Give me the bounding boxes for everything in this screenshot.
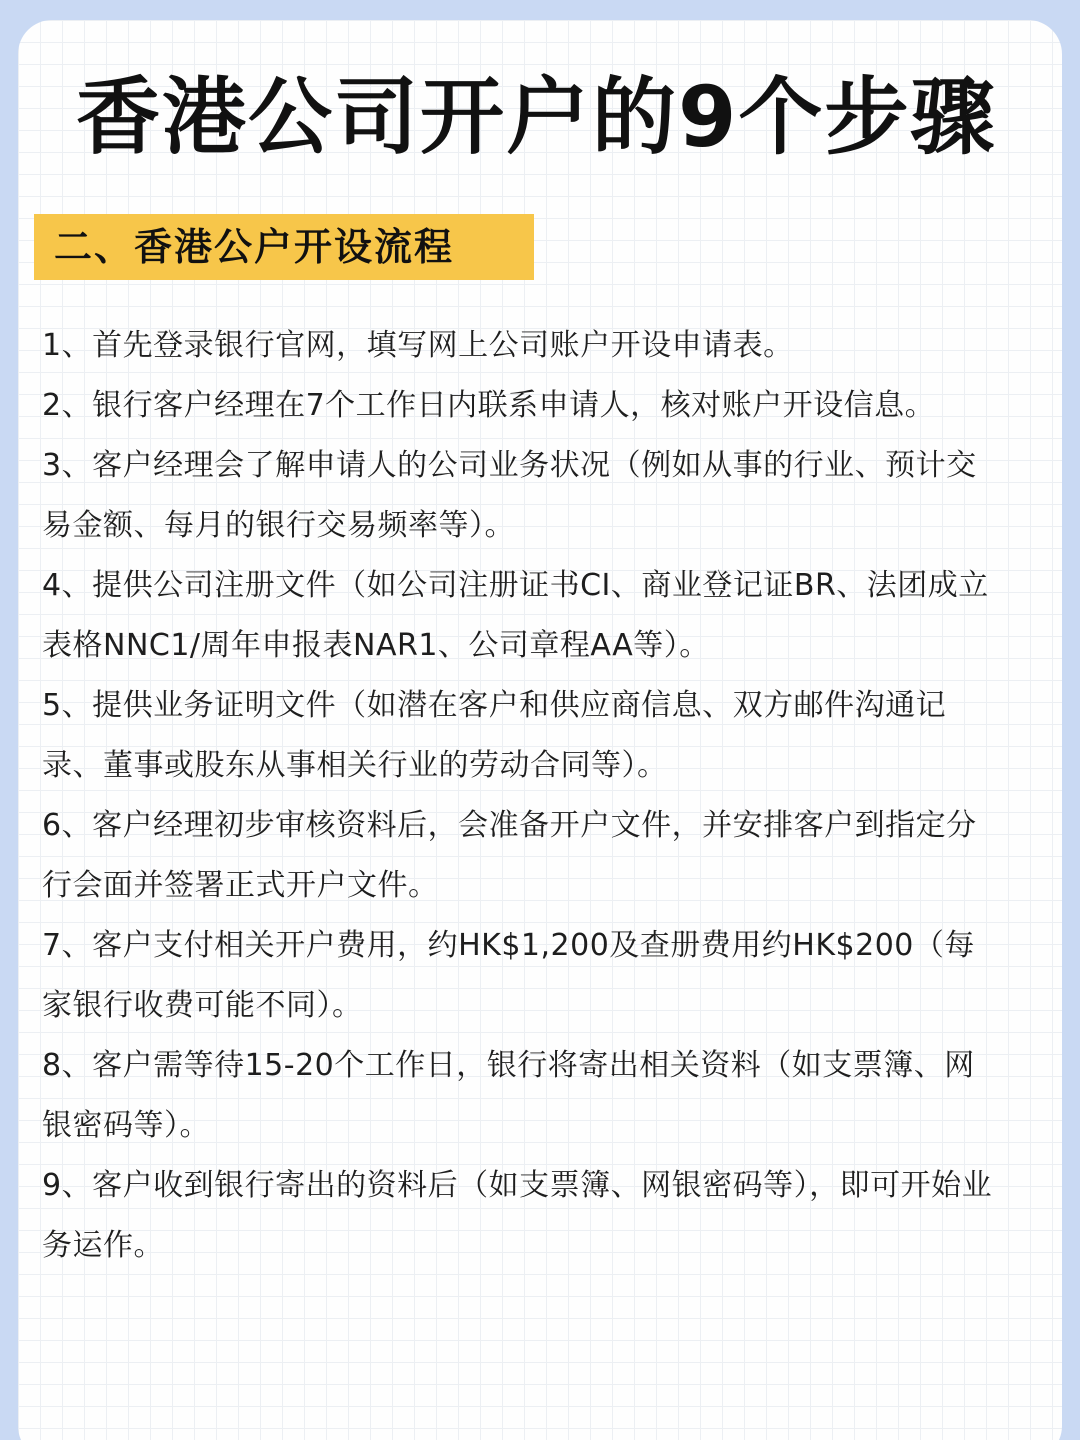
page-title: 香港公司开户的9个步骤 [76, 68, 997, 166]
section-heading-banner [34, 214, 534, 280]
steps-list [42, 316, 1002, 1276]
step-item: 1、首先登录银行官网，填写网上公司账户开设申请表。 [42, 328, 794, 363]
document-card [18, 20, 1062, 1440]
step-item: 7、客户支付相关开户费用，约HK$1,200及查册费用约HK$200（每家银行收费可能不同）。 [42, 928, 975, 1023]
step-item: 8、客户需等待15-20个工作日，银行将寄出相关资料（如支票簿、网银密码等）。 [42, 1048, 975, 1143]
section-heading: 二、香港公户开设流程 [54, 225, 455, 269]
step-item: 5、提供业务证明文件（如潜在客户和供应商信息、双方邮件沟通记录、董事或股东从事相关行业的劳动合同等）。 [42, 688, 947, 783]
step-item: 9、客户收到银行寄出的资料后（如支票簿、网银密码等），即可开始业务运作。 [42, 1168, 993, 1263]
step-item: 6、客户经理初步审核资料后，会准备开户文件，并安排客户到指定分行会面并签署正式开户文件。 [42, 808, 977, 903]
step-item: 3、客户经理会了解申请人的公司业务状况（例如从事的行业、预计交易金额、每月的银行交易频率等）。 [42, 448, 977, 543]
step-item: 2、银行客户经理在7个工作日内联系申请人，核对账户开设信息。 [42, 388, 936, 423]
step-item: 4、提供公司注册文件（如公司注册证书CI、商业登记证BR、法团成立表格NNC1/周年申报表NAR1、公司章程AA等）。 [42, 568, 989, 663]
